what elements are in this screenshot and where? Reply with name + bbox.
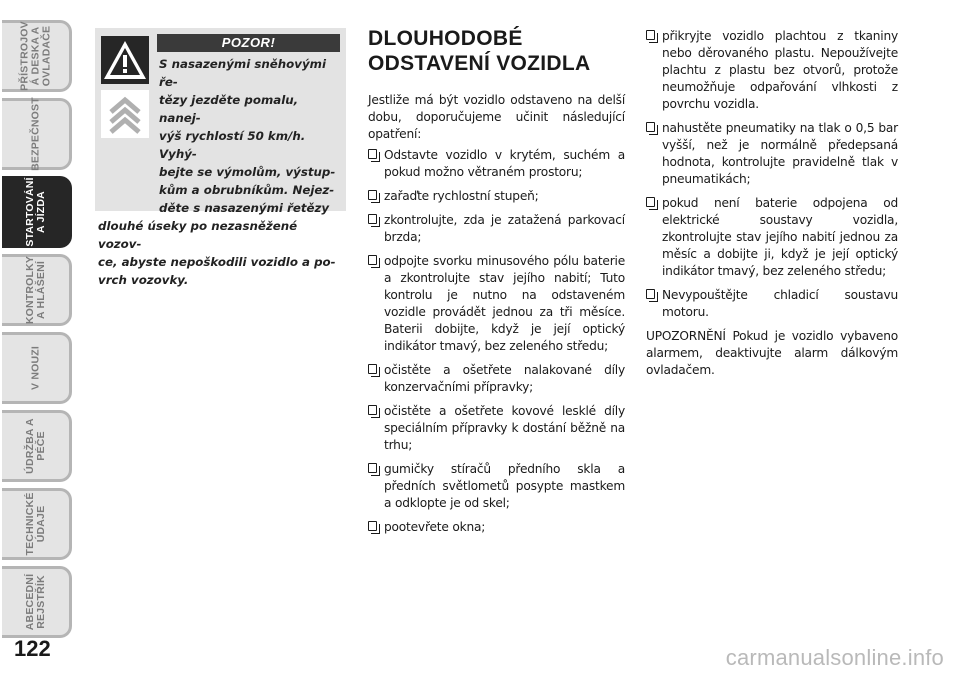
checkbox-bullet-icon	[368, 405, 377, 415]
checkbox-bullet-icon	[368, 521, 377, 531]
checkbox-bullet-icon	[368, 190, 377, 200]
list-item	[368, 253, 625, 355]
tab-label: ABECEDNÍ REJSTŘÍK	[23, 573, 47, 631]
checkbox-bullet-icon	[368, 214, 377, 224]
warning-line: S nasazenými sněhovými ře-	[159, 57, 326, 89]
warning-line: děte s nasazenými řetězy	[159, 201, 330, 215]
checkbox-bullet-icon	[368, 255, 377, 265]
tab-v-nouzi[interactable]	[2, 332, 72, 404]
tab-startovani-a-jizda[interactable]	[2, 176, 72, 248]
checkbox-bullet-icon	[646, 122, 655, 132]
tab-udrzba-a-pece[interactable]	[2, 410, 72, 482]
checklist	[646, 28, 898, 321]
list-item-text: pootevřete okna;	[384, 520, 486, 534]
list-item-text: očistěte a ošetřete kovové lesklé díly speciálním přípravky k dostání běžně na trhu;	[384, 404, 625, 452]
list-item-text: nahustěte pneumatiky na tlak o 0,5 bar vyšší, než je normálně předepsaná hodnota, kontrolujte pravidelně tlak v pneumatikách;	[662, 121, 898, 186]
list-item	[368, 188, 625, 205]
intro-paragraph: Jestliže má být vozidlo odstaveno na delší dobu, doporučujeme učinit následující opatření:	[368, 93, 625, 141]
warning-box	[95, 28, 346, 287]
warning-line: tězy jezděte pomalu, nanej-	[159, 93, 299, 125]
checkbox-bullet-icon	[368, 364, 377, 374]
checkbox-bullet-icon	[646, 289, 655, 299]
warning-line: kům a obrubníkům. Nejez-	[159, 183, 335, 197]
list-item	[368, 403, 625, 454]
tab-label: STARTOVÁNÍ A JÍZDA	[23, 177, 47, 247]
list-item-text: Nevypouštějte chladicí soustavu motoru.	[662, 288, 898, 319]
watermark: carmanualsonline.info	[725, 645, 944, 670]
list-item-text: Odstavte vozidlo v krytém, suchém a pokud možno větraném prostoru;	[384, 148, 625, 179]
checkbox-bullet-icon	[646, 30, 655, 40]
warning-line: vrch vozovky.	[98, 273, 189, 287]
list-item-text: zařaďte rychlostní stupeň;	[384, 189, 539, 203]
checkbox-bullet-icon	[368, 463, 377, 473]
list-item	[646, 195, 898, 280]
warning-line: dlouhé úseky po nezasněžené vozov-	[98, 219, 298, 251]
tab-label: PŘÍSTROJOV Á DESKA A OVLADAČE	[18, 21, 52, 91]
warning-text	[95, 55, 339, 289]
tab-technicke-udaje[interactable]	[2, 488, 72, 560]
checkbox-bullet-icon	[368, 149, 377, 159]
checkbox-bullet-icon	[646, 197, 655, 207]
tab-abecedni-rejstrik[interactable]	[2, 566, 72, 638]
text-column-2	[646, 28, 898, 379]
tab-label: BEZPEČNOST	[29, 97, 41, 171]
list-item-text: odpojte svorku minusového pólu baterie a zkontrolujte stav jejího nabití; Tuto kontrolu je nutno na odstaveném vozidle provádět jednou za tři měsíce. Baterii dobijte, když je její optický indikátor tmavý, bez zeleného středu;	[384, 254, 625, 353]
warning-line: ce, abyste nepoškodili vozidlo a po-	[98, 255, 336, 269]
alarm-note: UPOZORNĚNÍ Pokud je vozidlo vybaveno alarmem, deaktivujte alarm dálkovým ovladačem.	[646, 329, 898, 377]
warning-heading: POZOR!	[157, 34, 340, 52]
tab-label: V NOUZI	[29, 346, 41, 390]
page-title: DLOUHODOBÉ ODSTAVENÍ VOZIDLA	[368, 27, 591, 75]
list-item-text: pokud není baterie odpojena od elektrické soustavy vozidla, zkontrolujte stav jejího nabití jednou za měsíc a dobijte ji, když je její optický indikátor tmavý, bez zeleného středu;	[662, 196, 898, 278]
warning-line: výš rychlostí 50 km/h. Vyhý-	[159, 129, 306, 161]
list-item	[646, 287, 898, 321]
list-item	[646, 28, 898, 113]
list-item	[368, 519, 625, 536]
list-item	[368, 362, 625, 396]
tab-label: KONTROLKY A HLÁŠENÍ	[23, 255, 47, 325]
tab-pristrojova-deska[interactable]	[2, 20, 72, 92]
list-item-text: přikryjte vozidlo plachtou z tkaniny nebo děrovaného plastu. Nepoužívejte plachtu z plastu bez otvorů, protože neumožňuje odpařování vlhkosti z povrchu vozidla.	[662, 29, 898, 111]
list-item	[368, 212, 625, 246]
list-item	[368, 461, 625, 512]
list-item-text: očistěte a ošetřete nalakované díly konzervačními přípravky;	[384, 363, 625, 394]
list-item	[646, 120, 898, 188]
text-column-1	[368, 92, 625, 543]
tab-kontrolky-a-hlaseni[interactable]	[2, 254, 72, 326]
tab-label: ÚDRŽBA A PÉČE	[23, 418, 47, 474]
list-item	[368, 147, 625, 181]
list-item-text: zkontrolujte, zda je zatažená parkovací brzda;	[384, 213, 625, 244]
tab-bezpecnost[interactable]	[2, 98, 72, 170]
page-number: 122	[14, 636, 51, 661]
tab-label: TECHNICKÉ ÚDAJE	[23, 492, 47, 556]
list-item-text: gumičky stíračů předního skla a předních světlometů posypte mastkem a odklopte je od skel;	[384, 462, 625, 510]
warning-line: bejte se výmolům, výstup-	[159, 165, 336, 179]
checklist	[368, 147, 625, 536]
